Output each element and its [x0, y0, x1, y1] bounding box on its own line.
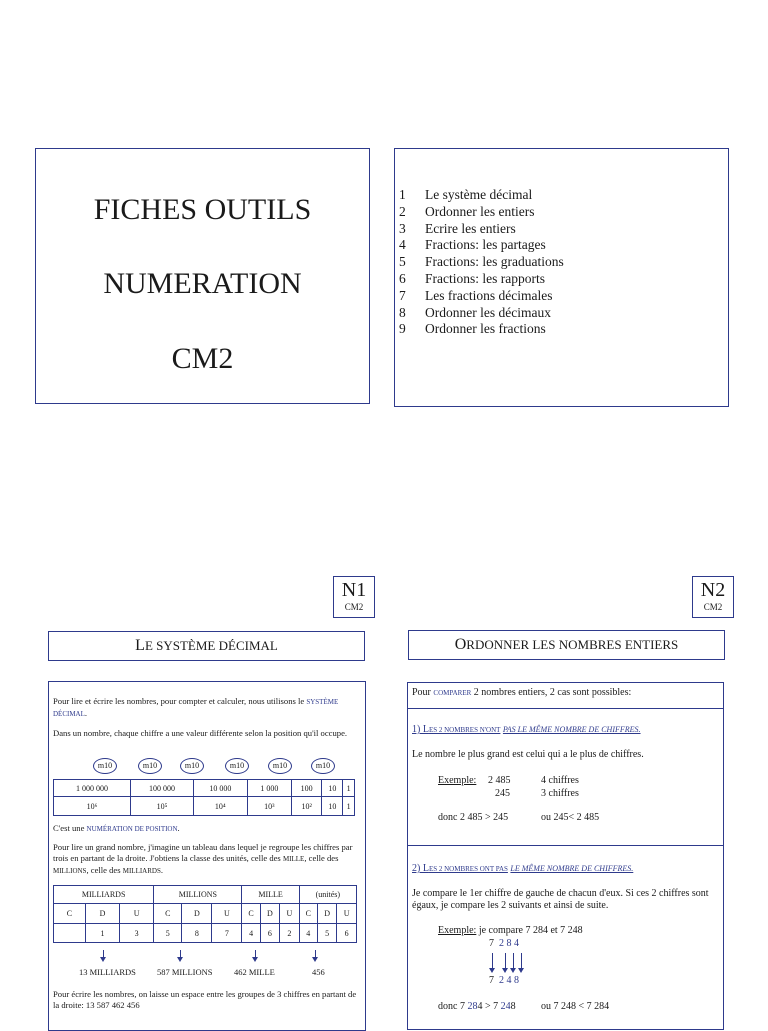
- sheet-tag-n2: N2 CM2: [692, 576, 734, 618]
- m10-bubble: m10: [311, 758, 335, 774]
- down-arrow-icon: [315, 950, 316, 958]
- toc-item[interactable]: 2 Ordonner les entiers: [399, 203, 535, 219]
- case2-result-b: ou 7 248 < 7 284: [541, 1001, 610, 1012]
- toc-item[interactable]: 8 Ordonner les décimaux: [399, 304, 551, 320]
- result-milliards: 13 MILLIARDS: [79, 967, 136, 977]
- case2-example: Exemple: je compare 7 284 et 7 248: [438, 925, 583, 936]
- case1-count-1: 4 chiffres: [541, 775, 579, 786]
- n2-title: ORDONNER LES NOMBRES ENTIERS: [408, 630, 725, 660]
- result-units: 456: [312, 967, 325, 977]
- n1-title: LE SYSTÈME DÉCIMAL: [48, 631, 365, 661]
- down-arrow-icon: [492, 953, 493, 969]
- case2-bottom-digits: 7 2 4 8: [489, 975, 519, 986]
- n1-spacing-text: Pour écrire les nombres, on laisse un espace entre les groupes de 3 chiffres en partant de la droite: 13 587 462 456: [53, 989, 357, 1010]
- m10-bubble: m10: [138, 758, 162, 774]
- case1-rule: Le nombre le plus grand est celui qui a le plus de chiffres.: [412, 749, 644, 760]
- n1-body: [48, 681, 366, 1031]
- case1-result-a: donc 2 485 > 245: [438, 812, 509, 823]
- cover-card: [35, 148, 370, 404]
- case1-count-2: 3 chiffres: [541, 788, 579, 799]
- down-arrow-icon: [521, 953, 522, 969]
- n1-intro: Pour lire et écrire les nombres, pour compter et calculer, nous utilisons le SYSTÈME DÉCIMAL.: [53, 696, 339, 718]
- case2-rule: Je compare le 1er chiffre de gauche de chacun d'eux. Si ces 2 chiffres sont égaux, je compare les 2 suivants et ainsi de suite.: [412, 888, 709, 911]
- n2-case-1: [407, 708, 724, 846]
- case1-number-2: 245: [495, 788, 510, 799]
- toc-item[interactable]: 5 Fractions: les graduations: [399, 254, 564, 270]
- cover-title: FICHES OUTILS: [93, 193, 312, 226]
- result-mille: 462 MILLE: [234, 967, 275, 977]
- down-arrow-icon: [255, 950, 256, 958]
- down-arrow-icon: [513, 953, 514, 969]
- down-arrow-icon: [103, 950, 104, 958]
- case2-heading: 2) LES 2 NOMBRES ONT PAS LE MÊME NOMBRE DE CHIFFRES.: [412, 863, 634, 874]
- n1-position-note: C'est une NUMÉRATION DE POSITION.: [53, 823, 180, 833]
- case1-heading: 1) LES 2 NOMBRES N'ONT PAS LE MÊME NOMBRE DE CHIFFRES.: [412, 724, 641, 735]
- n1-grouping-text: Pour lire un grand nombre, j'imagine un tableau dans lequel je regroupe les chiffres par trois en partant de la droite. J'obtiens la classe des unités, celle des MILLE, celle des MILLIONS, celle des MILLIARDS.: [53, 842, 353, 875]
- n2-intro: Pour COMPARER 2 nombres entiers, 2 cas sont possibles:: [407, 682, 724, 709]
- toc-item[interactable]: 4 Fractions: les partages: [399, 237, 546, 253]
- case1-number-1: 2 485: [488, 775, 511, 786]
- case2-result-a: donc 7 284 > 7 248: [438, 1001, 516, 1012]
- case1-example-label: Exemple:: [438, 775, 477, 786]
- case2-top-digits: 7 2 8 4: [489, 938, 519, 949]
- toc-item[interactable]: 9 Ordonner les fractions: [399, 321, 546, 337]
- toc-item[interactable]: 1 Le système décimal: [399, 187, 533, 202]
- case1-result-b: ou 245< 2 485: [541, 812, 600, 823]
- m10-bubble: m10: [225, 758, 249, 774]
- sheet-tag-n1: N1 CM2: [333, 576, 375, 618]
- cover-level: CM2: [171, 342, 234, 375]
- powers-table: 1 000 000 100 000 10 000 1 000 100 10 1 10⁶ 10⁵ 10⁴ 10³ 10² 10 1: [53, 779, 355, 816]
- toc-item[interactable]: 3 Ecrire les entiers: [399, 220, 516, 236]
- m10-bubble: m10: [180, 758, 204, 774]
- toc-item[interactable]: 7 Les fractions décimales: [399, 287, 553, 303]
- table-of-contents: [394, 148, 729, 407]
- toc-item[interactable]: 6 Fractions: les rapports: [399, 270, 545, 286]
- m10-bubble: m10: [268, 758, 292, 774]
- down-arrow-icon: [505, 953, 506, 969]
- cover-subject: NUMERATION: [103, 267, 302, 300]
- m10-bubble: m10: [93, 758, 117, 774]
- down-arrow-icon: [180, 950, 181, 958]
- n1-position-text: Dans un nombre, chaque chiffre a une valeur différente selon la position qu'il occupe.: [53, 728, 348, 738]
- classes-table: MILLIARDS MILLIONS MILLE (unités) C D U C D U C D U C D U 1 3 5 8 7 4 6 2 4 5 6: [53, 885, 357, 943]
- result-millions: 587 MILLIONS: [157, 967, 213, 977]
- n2-case-2: [407, 845, 724, 1030]
